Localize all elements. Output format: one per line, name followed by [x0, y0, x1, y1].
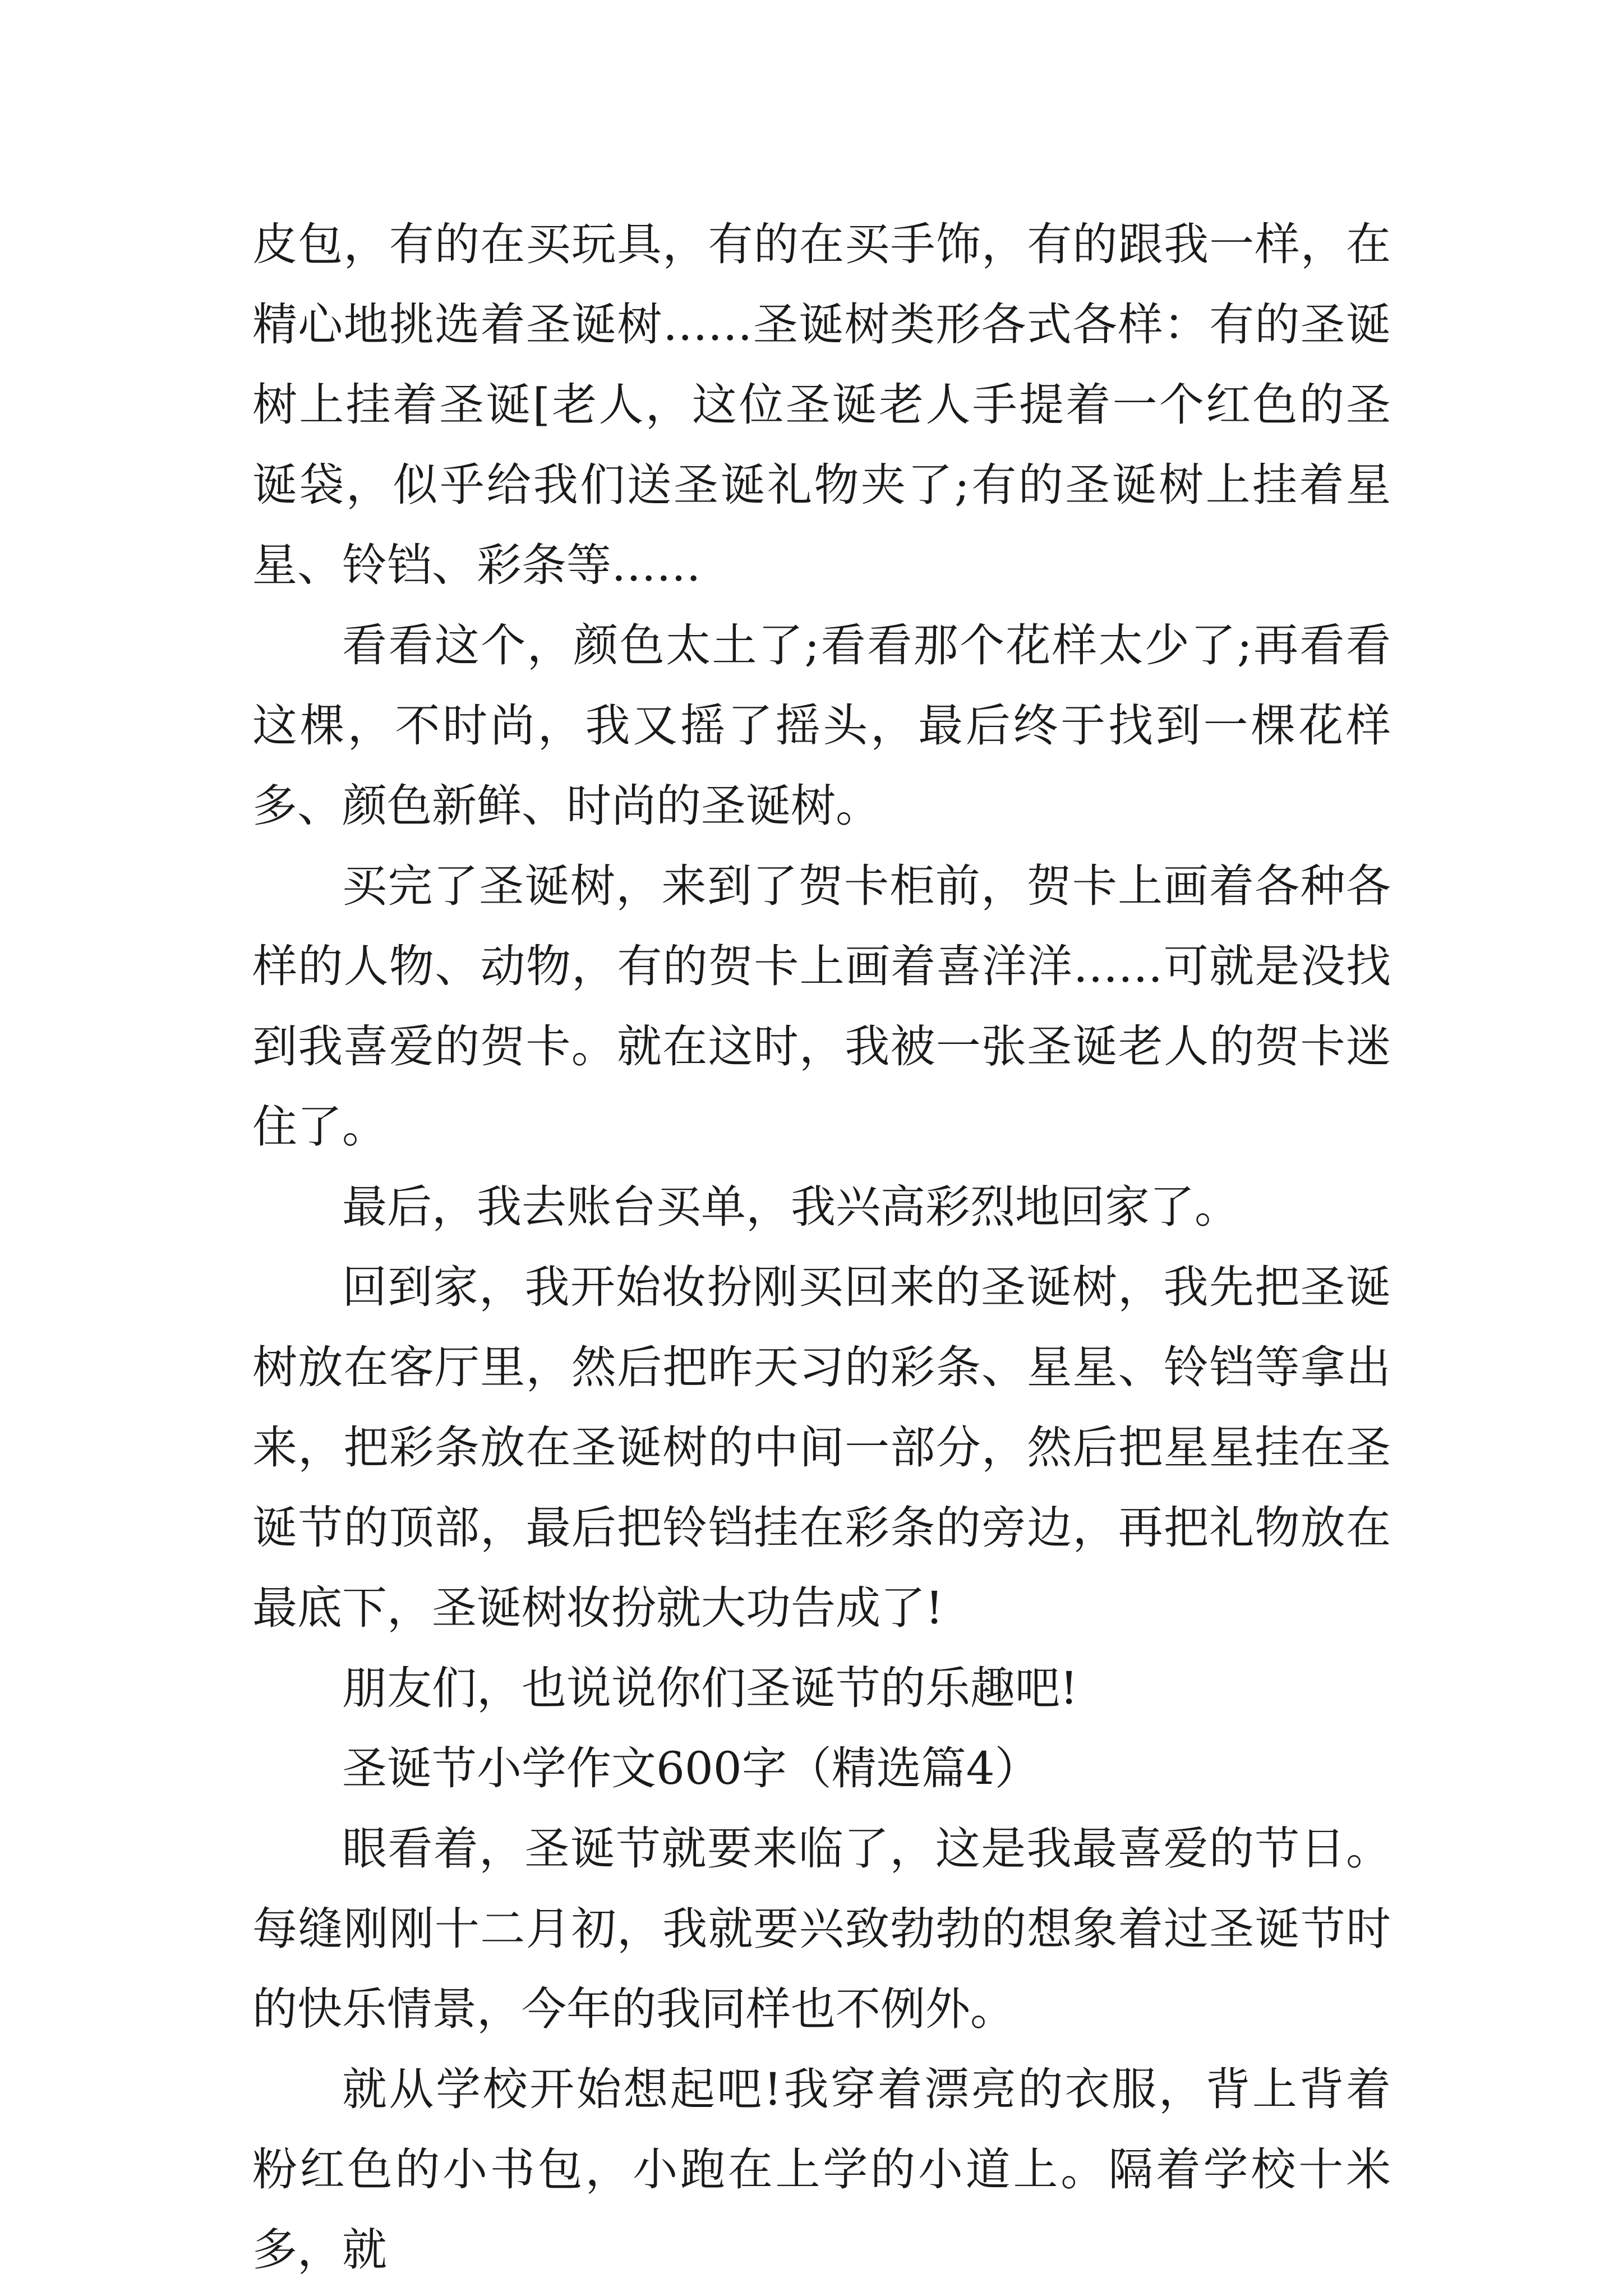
paragraph: 皮包，有的在买玩具，有的在买手饰，有的跟我一样，在精心地挑选着圣诞树……圣诞树类形各式各样：有的圣诞树上挂着圣诞[老人，这位圣诞老人手提着一个红色的圣诞袋，似乎给我们送圣诞礼物夹了;有的圣诞树上挂着星星、铃铛、彩条等…… — [252, 218, 1391, 591]
paragraph: 最后，我去账台买单，我兴高彩烈地回家了。 — [342, 1181, 1239, 1233]
paragraph: 就从学校开始想起吧!我穿着漂亮的衣服，背上背着粉红色的小书包，小跑在上学的小道上。隔着学校十米多，就 — [252, 2063, 1391, 2276]
paragraph: 眼看着，圣诞节就要来临了，这是我最喜爱的节日。每缝刚刚十二月初，我就要兴致勃勃的想象着过圣诞节时的快乐情景，今年的我同样也不例外。 — [252, 1823, 1391, 2035]
paragraph: 朋友们，也说说你们圣诞节的乐趣吧! — [342, 1662, 1078, 1714]
paragraph: 看看这个，颜色太土了;看看那个花样太少了;再看看这棵，不时尚，我又摇了摇头，最后终于找到一棵花样多、颜色新鲜、时尚的圣诞树。 — [252, 619, 1391, 832]
paragraph: 回到家，我开始妆扮刚买回来的圣诞树，我先把圣诞树放在客厅里，然后把昨天习的彩条、星星、铃铛等拿出来，把彩条放在圣诞树的中间一部分，然后把星星挂在圣诞节的顶部，最后把铃铛挂在彩条的旁边，再把礼物放在最底下，圣诞树妆扮就大功告成了! — [252, 1261, 1391, 1634]
section-heading: 圣诞节小学作文600字（精选篇4） — [342, 1742, 1040, 1795]
paragraph: 买完了圣诞树，来到了贺卡柜前，贺卡上画着各种各样的人物、动物，有的贺卡上画着喜洋洋……可就是没找到我喜爱的贺卡。就在这时，我被一张圣诞老人的贺卡迷住了。 — [252, 860, 1391, 1153]
document-body — [252, 204, 1391, 2290]
